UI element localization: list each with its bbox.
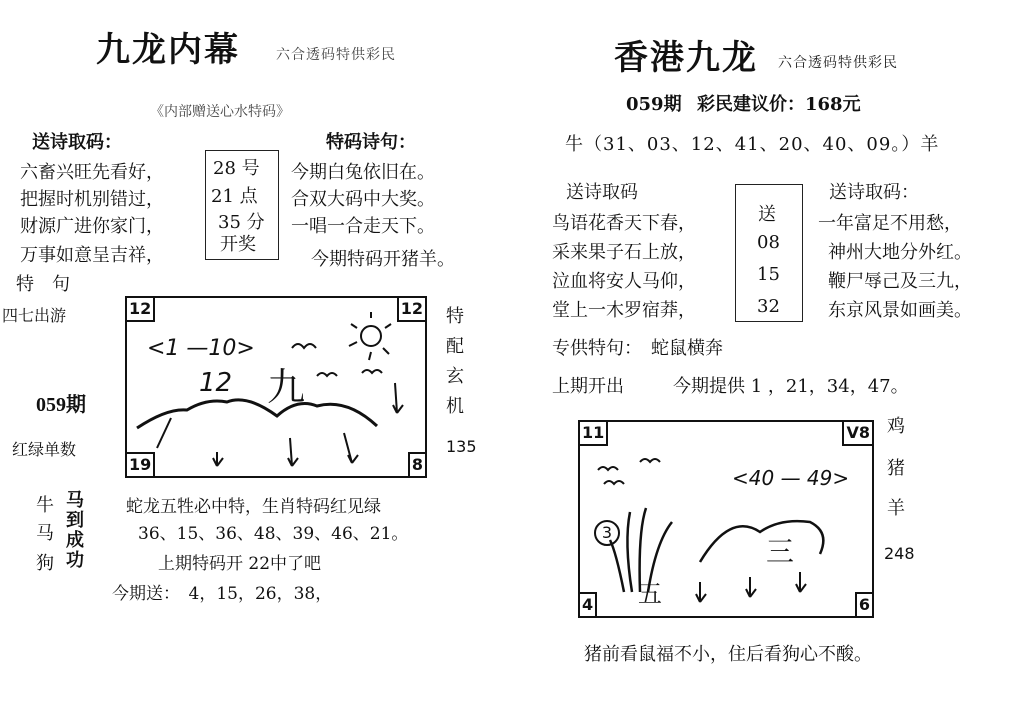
right-corner-tl: 11 [578,420,608,446]
left-box-line: 35 分 [218,212,265,233]
left-title: 九龙内幕 [96,30,240,70]
right-corner-bl: 4 [578,592,597,618]
left-zodiac-char: 马 [36,523,54,544]
left-zodiac-char: 成 [66,530,84,551]
right-box-line: 32 [757,296,780,317]
left-special-label: 特 句 [16,274,70,295]
left-sketch-text: <1 —10> [147,336,255,361]
right-sketch [580,422,872,616]
left-poem-line: 六畜兴旺先看好， [20,162,164,183]
left-box-line: 28 号 [213,158,260,179]
left-corner-tl: 12 [125,296,155,322]
right-subtitle: 六合透码特供彩民 [778,55,898,71]
right-box-line: 15 [757,264,780,285]
right-corner-tr: V8 [842,420,874,446]
right-title: 香港九龙 [614,38,758,78]
right-poem-label-right: 送诗取码： [829,182,919,203]
left-side-vertical-char: 玄 [446,366,464,387]
right-poem-line: 堂上一木罗宿莽， [552,300,696,321]
right-box-line: 送 [758,204,776,225]
right-box-line: 08 [757,232,780,253]
right-sketch-text: <40 — 49> [732,466,850,490]
left-side-text-1: 四七出游 [2,306,67,325]
left-side-text-2: 红绿单数 [12,440,77,459]
right-sketch-char1: 三 [766,535,795,568]
left-box-line: 开奖 [220,234,256,255]
left-poem-line: 财源广进你家门， [20,216,164,237]
right-side-vertical-char: 羊 [887,498,905,519]
right-poem-line: 神州大地分外红。 [828,242,972,263]
right-poem-line: 鸟语花香天下春， [552,213,696,234]
left-line-3: 上期特码开 22中了吧 [158,554,322,574]
left-code-poem-label: 特码诗句： [326,132,416,153]
right-side-vertical-char: 猪 [887,458,905,479]
left-corner-br: 8 [408,452,427,478]
right-poem-line: 鞭尸辱己及三九， [828,271,972,292]
left-corner-bl: 19 [125,452,155,478]
right-zodiac-line: 牛（31、03、12、41、20、40、09。）羊 [565,134,940,155]
left-side-vertical-char: 特 [446,306,464,327]
right-poem-line: 泣血将安人马仰， [552,271,696,292]
left-side-vertical-char: 机 [446,396,464,417]
right-corner-br: 6 [855,592,874,618]
left-zodiac-char: 到 [66,510,84,531]
left-zodiac-char: 狗 [36,553,54,574]
left-code-line: 一唱一合走天下。 [291,216,435,237]
right-drawing-frame [578,420,874,618]
right-poem-line: 东京风景如画美。 [828,300,972,321]
right-poem-line: 一年富足不用愁， [818,213,962,234]
left-drawing-frame [125,296,427,478]
left-subtitle: 六合透码特供彩民 [276,47,396,63]
left-poem-line: 把握时机别错过， [20,189,164,210]
right-side-number: 248 [884,544,915,563]
left-line-4: 今期送： 4，15，26，38， [112,584,333,604]
left-corner-tr: 12 [397,296,427,322]
right-issue: 059期 [626,94,682,115]
left-line-2: 36、15、36、48、39、46、21。 [138,524,409,544]
left-zodiac-char: 功 [66,550,84,571]
right-price: 彩民建议价：168元 [697,94,861,115]
right-special-line: 专供特句： 蛇鼠横奔 [552,338,723,359]
left-box-line: 21 点 [211,186,258,207]
left-side-issue: 059期 [36,394,86,416]
left-code-line: 合双大码中大奖。 [291,189,435,210]
left-poem-line: 万事如意呈吉祥， [20,245,164,266]
right-sketch-char2: 五 [638,580,662,608]
right-last-issue: 上期开出 [552,376,624,397]
right-bottom-line: 猪前看鼠福不小，住后看狗心不酸。 [584,644,872,665]
right-poem-label-left: 送诗取码 [566,182,638,203]
left-zodiac-char: 牛 [36,495,54,516]
left-code-line: 今期白兔依旧在。 [291,162,435,183]
left-side-vertical-char: 配 [446,336,464,357]
left-code-line: 今期特码开猪羊。 [311,249,455,270]
left-poem-label: 送诗取码： [32,132,122,153]
right-poem-line: 采来果子石上放， [552,242,696,263]
right-offer: 今期提供 1 ，21，34，47。 [673,376,909,397]
right-sketch-circle: 3 [594,520,620,546]
left-sketch-char: 九 [267,365,306,409]
left-side-number: 135 [446,437,477,456]
left-zodiac-char: 马 [66,490,84,511]
left-line-1: 蛇龙五牲必中特，生肖特码红见绿 [126,497,381,517]
right-side-vertical-char: 鸡 [887,416,905,437]
left-sketch-num: 12 [199,368,233,398]
left-inner-note: 《内部赠送心水特码》 [150,104,290,120]
